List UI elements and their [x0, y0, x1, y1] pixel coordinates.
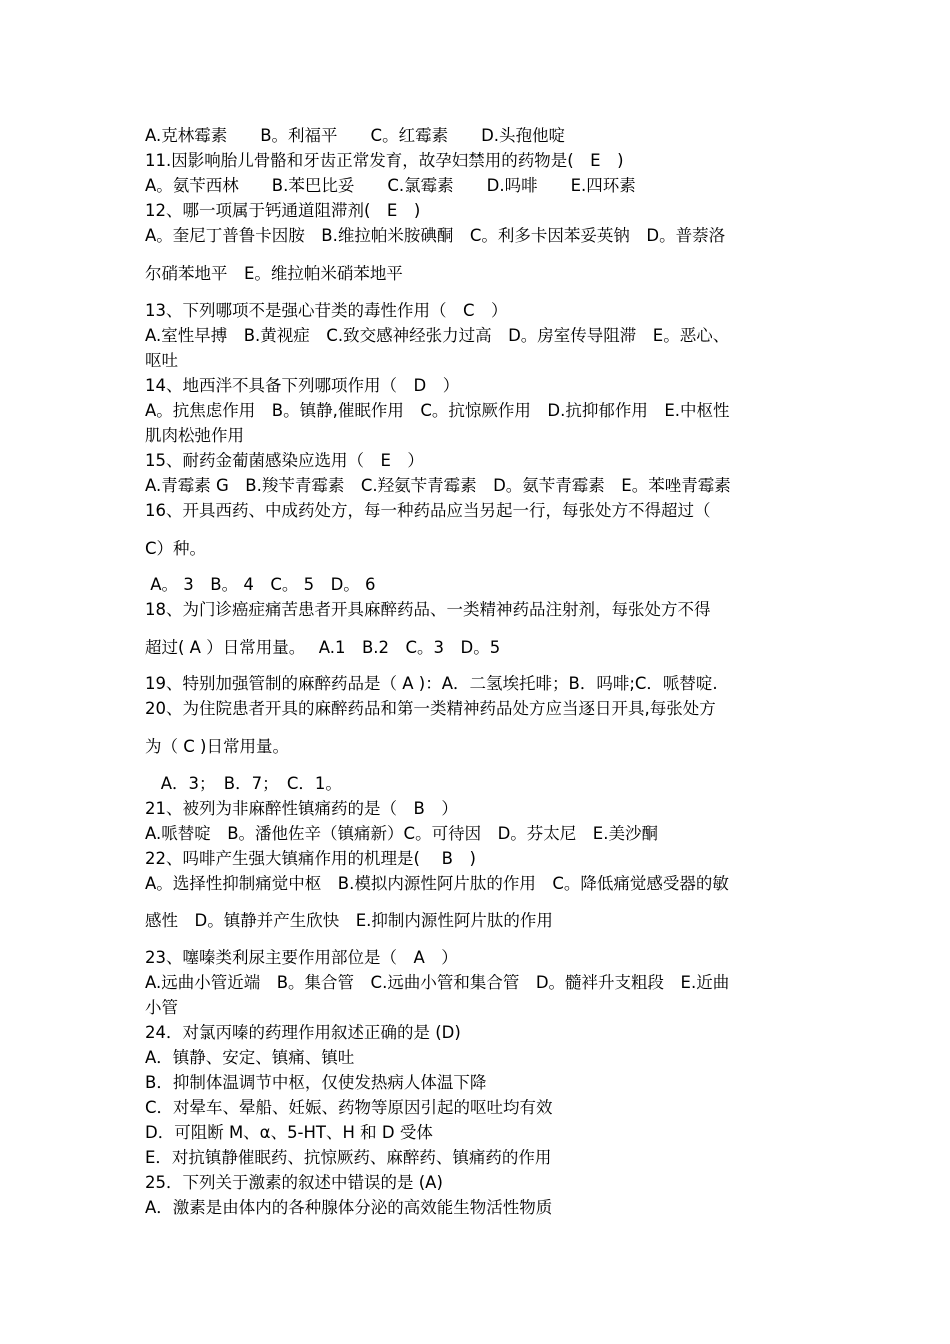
answer-options-line: 感性 D。镇静并产生欣快 E.抑制内源性阿片肽的作用	[145, 911, 553, 930]
answer-options-line: A.远曲小管近端 B。集合管 C.远曲小管和集合管 D。髓袢升支粗段 E.近曲	[145, 973, 730, 992]
answer-options-line: A.哌替啶 B。潘他佐辛（镇痛新）C。可待因 D。芬太尼 E.美沙酮	[145, 824, 658, 843]
question-line: 12、哪一项属于钙通道阻滞剂( E )	[145, 201, 421, 220]
answer-option: C．对晕车、晕船、妊娠、药物等原因引起的呕吐均有效	[145, 1098, 553, 1117]
question-line: 11.因影响胎儿骨骼和牙齿正常发育，故孕妇禁用的药物是( E )	[145, 151, 624, 170]
answer-option: E．对抗镇静催眠药、抗惊厥药、麻醉药、镇痛药的作用	[145, 1148, 552, 1167]
question-line: 18、为门诊癌症痛苦患者开具麻醉药品、一类精神药品注射剂，每张处方不得	[145, 600, 711, 619]
answer-options-line: 尔硝苯地平 E。维拉帕米硝苯地平	[145, 264, 403, 283]
question-line: 14、地西泮不具备下列哪项作用（ D ）	[145, 376, 460, 395]
question-line: 超过( A ）日常用量。 A.1 B.2 C。3 D。5	[145, 638, 501, 657]
question-line: 25．下列关于激素的叙述中错误的是 (A)	[145, 1173, 443, 1192]
answer-options-line: 呕吐	[145, 351, 178, 370]
answer-options-line: A。选择性抑制痛觉中枢 B.模拟内源性阿片肽的作用 C。降低痛觉感受器的敏	[145, 874, 729, 893]
question-line: 20、为住院患者开具的麻醉药品和第一类精神药品处方应当逐日开具,每张处方	[145, 699, 716, 718]
answer-options-line: 肌肉松弛作用	[145, 426, 244, 445]
question-line: 19、特别加强管制的麻醉药品是（ A )：A．二氢埃托啡；B．吗啡;C．哌替啶.	[145, 674, 718, 693]
question-line: 22、吗啡产生强大镇痛作用的机理是( B )	[145, 849, 476, 868]
answer-options-line: A。抗焦虑作用 B。镇静,催眠作用 C。抗惊厥作用 D.抗抑郁作用 E.中枢性	[145, 401, 730, 420]
question-line: 13、下列哪项不是强心苷类的毒性作用（ C ）	[145, 301, 508, 320]
answer-options-line: A。 3 B。 4 C。 5 D。 6	[145, 575, 376, 594]
answer-options-line: A.克林霉素 B。利福平 C。红霉素 D.头孢他啶	[145, 126, 566, 145]
question-line: C）种。	[145, 539, 207, 558]
answer-options-line: A．3； B．7； C．1。	[145, 774, 342, 793]
answer-options-line: A。氨苄西林 B.苯巴比妥 C.氯霉素 D.吗啡 E.四环素	[145, 176, 636, 195]
answer-option: B．抑制体温调节中枢，仅使发热病人体温下降	[145, 1073, 487, 1092]
answer-option: D．可阻断 M、α、5-HT、H 和 D 受体	[145, 1123, 433, 1142]
question-line: 15、耐药金葡菌感染应选用（ E ）	[145, 451, 424, 470]
answer-option: A．激素是由体内的各种腺体分泌的高效能生物活性物质	[145, 1198, 553, 1217]
question-line: 为（ C )日常用量。	[145, 737, 289, 756]
question-line: 21、被列为非麻醉性镇痛药的是（ B ）	[145, 799, 458, 818]
question-line: 24．对氯丙嗪的药理作用叙述正确的是 (D)	[145, 1023, 461, 1042]
answer-option: A．镇静、安定、镇痛、镇吐	[145, 1048, 355, 1067]
answer-options-line: A.青霉素 G B.羧苄青霉素 C.羟氨苄青霉素 D。氨苄青霉素 E。苯唑青霉素	[145, 476, 731, 495]
answer-options-line: A。奎尼丁普鲁卡因胺 B.维拉帕米胺碘酮 C。利多卡因苯妥英钠 D。普萘洛	[145, 226, 726, 245]
answer-options-line: 小管	[145, 998, 178, 1017]
question-line: 16、开具西药、中成药处方，每一种药品应当另起一行，每张处方不得超过（	[145, 501, 711, 520]
question-line: 23、噻嗪类利尿主要作用部位是（ A ）	[145, 948, 458, 967]
answer-options-line: A.室性早搏 B.黄视症 C.致交感神经张力过高 D。房室传导阻滞 E。恶心、	[145, 326, 730, 345]
